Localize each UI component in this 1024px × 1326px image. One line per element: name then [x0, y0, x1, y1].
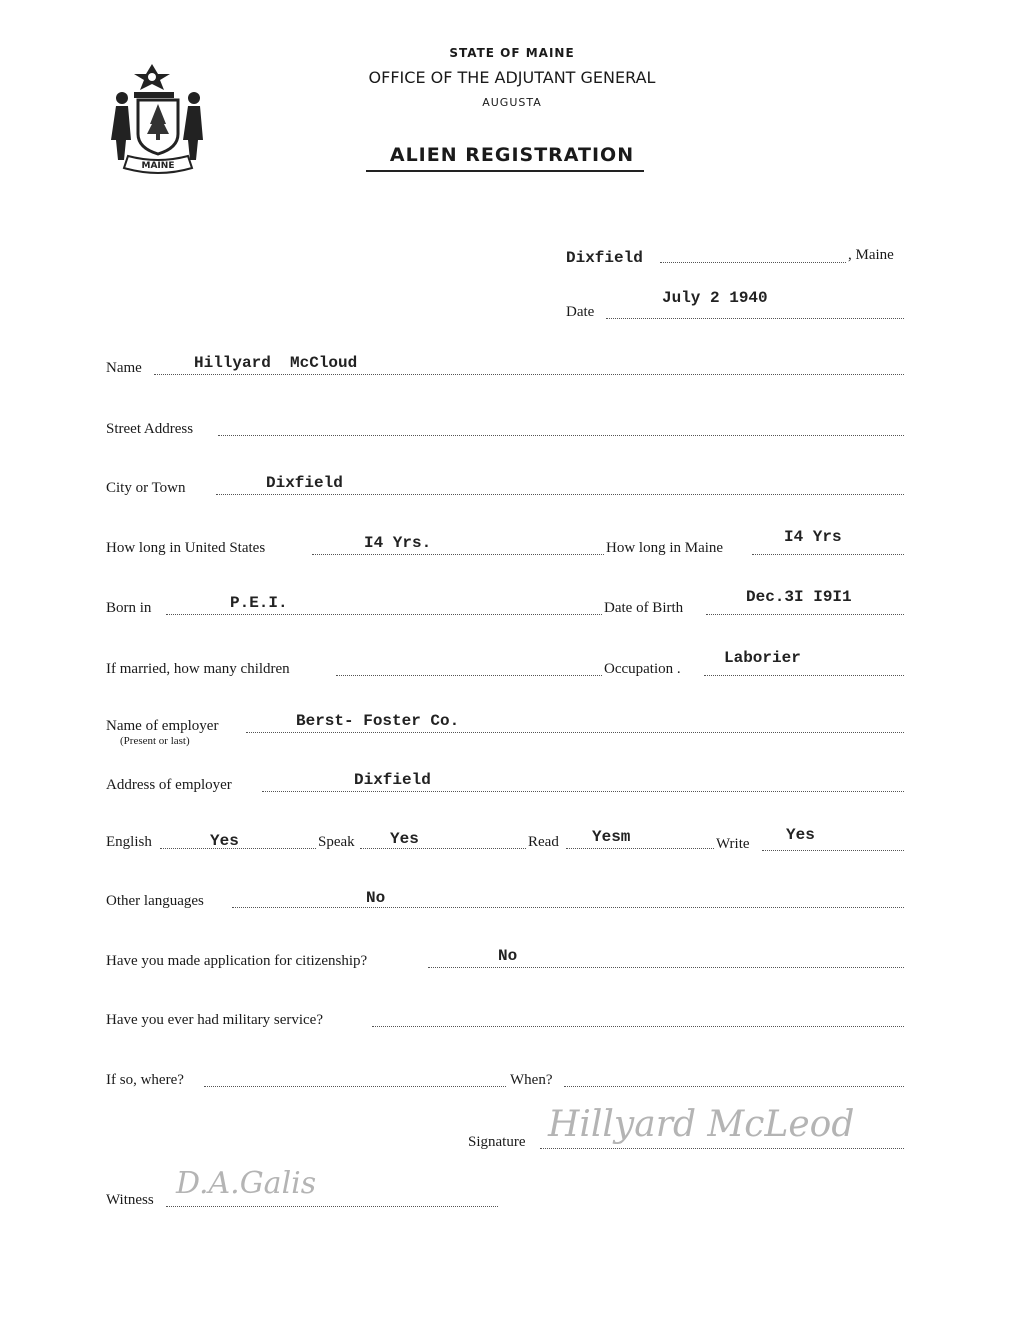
citizenship-value: No	[498, 947, 518, 965]
children-label: If married, how many children	[106, 661, 290, 677]
date-label: Date	[566, 304, 595, 320]
signature-label: Signature	[468, 1134, 526, 1150]
dob-value: Dec.3I I9I1	[746, 588, 852, 606]
speak-label: Speak	[318, 834, 355, 850]
city-label: City or Town	[106, 480, 186, 496]
us-years-label: How long in United States	[106, 540, 266, 556]
place-state: , Maine	[848, 247, 894, 263]
write-value: Yes	[786, 826, 815, 844]
name-value: Hillyard McCloud	[194, 354, 358, 372]
other-languages-label: Other languages	[106, 893, 204, 909]
seal-banner: MAINE	[141, 161, 175, 171]
form-title: ALIEN REGISTRATION	[389, 144, 635, 166]
english-label: English	[106, 834, 152, 850]
employer-address-label: Address of employer	[106, 777, 232, 793]
occupation-value: Laborier	[724, 649, 801, 667]
employer-label: Name of employer	[106, 718, 219, 734]
state-heading: STATE OF MAINE	[449, 46, 575, 60]
maine-years-label: How long in Maine	[606, 540, 724, 556]
read-label: Read	[528, 834, 559, 850]
date-value: July 2 1940	[662, 289, 768, 307]
city-heading: AUGUSTA	[482, 96, 542, 109]
name-label: Name	[106, 360, 142, 376]
witness-value: D.A.Galis	[176, 1166, 317, 1201]
when-label: When?	[510, 1072, 553, 1088]
signature-value: Hillyard McLeod	[548, 1104, 855, 1145]
street-label: Street Address	[106, 421, 194, 437]
place-town: Dixfield	[566, 249, 643, 267]
speak-value: Yes	[390, 830, 419, 848]
born-in-label: Born in	[106, 600, 152, 616]
employer-address-value: Dixfield	[354, 771, 431, 789]
dob-label: Date of Birth	[604, 600, 684, 616]
witness-label: Witness	[106, 1192, 154, 1208]
other-languages-value: No	[366, 889, 386, 907]
employer-sublabel: (Present or last)	[120, 735, 190, 747]
where-label: If so, where?	[106, 1072, 184, 1088]
occupation-label: Occupation .	[604, 661, 681, 677]
office-heading: OFFICE OF THE ADJUTANT GENERAL	[368, 68, 656, 87]
title-underline	[366, 170, 644, 172]
born-in-value: P.E.I.	[230, 594, 288, 612]
english-value: Yes	[210, 832, 239, 850]
city-value: Dixfield	[266, 474, 343, 492]
employer-value: Berst- Foster Co.	[296, 712, 460, 730]
us-years-value: I4 Yrs.	[364, 534, 432, 552]
write-label: Write	[716, 836, 750, 852]
maine-years-value: I4 Yrs	[784, 528, 842, 546]
military-label: Have you ever had military service?	[106, 1012, 323, 1028]
read-value: Yesm	[592, 828, 631, 846]
citizenship-label: Have you made application for citizenship?	[106, 953, 368, 969]
